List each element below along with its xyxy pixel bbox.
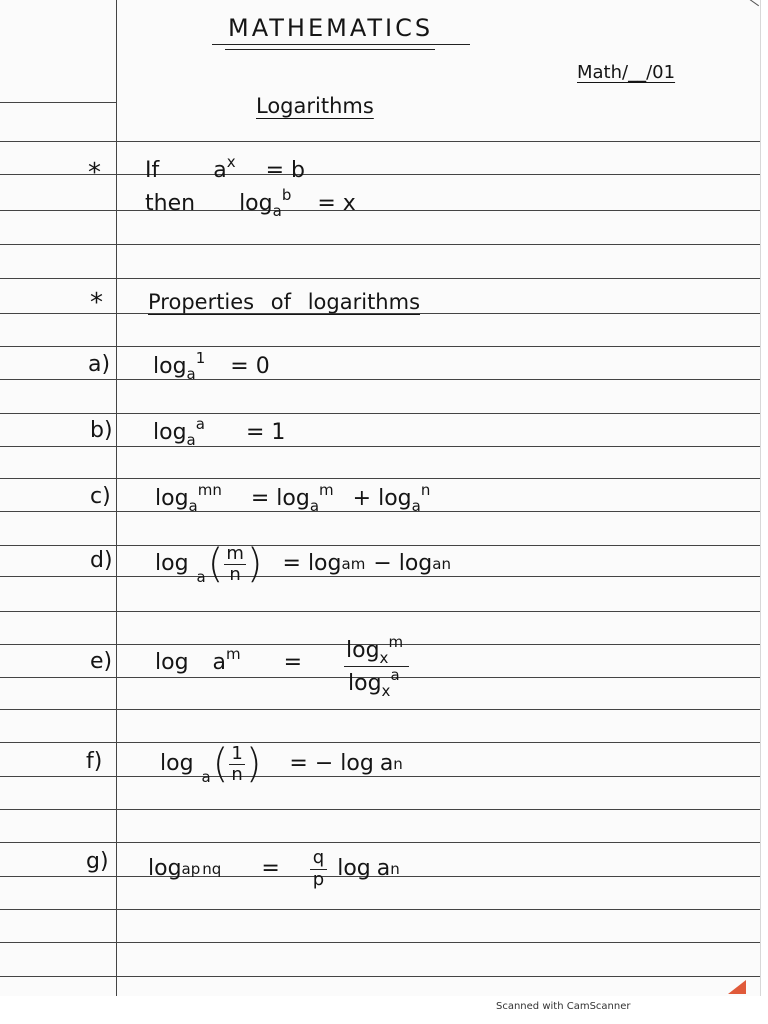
ruled-line bbox=[0, 511, 760, 512]
ruled-line bbox=[0, 278, 760, 279]
property-e-fraction bbox=[344, 633, 409, 700]
coefficient-fraction: $\frac{q}{p}$ bbox=[310, 848, 327, 890]
section-heading: Logarithms bbox=[256, 94, 374, 118]
ruled-line bbox=[0, 141, 760, 142]
log-base: a bbox=[272, 202, 282, 220]
property-d-formula: log a ( $\frac{m}{n}$ ) = log a m − log a n bbox=[155, 541, 451, 588]
property-c-formula: $\log_a^{mn} = \log_a^m + \log_a^n$ bbox=[155, 481, 431, 515]
ruled-line bbox=[0, 102, 116, 103]
ruled-line bbox=[0, 942, 760, 943]
ruled-line bbox=[0, 809, 760, 810]
ruled-line bbox=[0, 413, 760, 414]
then-label: then bbox=[145, 191, 196, 216]
exponent-x: x bbox=[226, 153, 236, 171]
equals-b: = b bbox=[265, 158, 306, 183]
ruled-line bbox=[0, 909, 760, 910]
property-e-lhs: $\log a^m$ = bbox=[155, 645, 303, 675]
fraction-m-over-n: ( $\frac{m}{n}$ ) bbox=[207, 541, 263, 588]
log-argument: b bbox=[281, 186, 292, 204]
property-f-formula: log a ( $\frac{1}{n}$ ) = − log a n bbox=[160, 741, 403, 788]
property-label: g) bbox=[86, 849, 109, 874]
property-label: a) bbox=[88, 352, 111, 377]
ruled-line bbox=[0, 709, 760, 710]
if-label: If bbox=[145, 158, 160, 183]
fraction-denominator: $\log_x^a$ bbox=[348, 666, 400, 700]
ruled-line bbox=[0, 742, 760, 743]
ruled-line bbox=[0, 611, 760, 612]
base-a: a bbox=[213, 158, 227, 183]
ruled-line bbox=[0, 174, 760, 175]
bullet-asterisk: * bbox=[90, 288, 103, 318]
fraction-numerator: $\log_x^m$ bbox=[344, 640, 409, 667]
fraction-1-over-n: ( $\frac{1}{n}$ ) bbox=[212, 741, 262, 788]
ruled-line bbox=[0, 478, 760, 479]
ruled-line bbox=[0, 842, 760, 843]
page-title: MATHEMATICS bbox=[228, 14, 434, 42]
definition-line-2 bbox=[145, 186, 356, 220]
property-label: f) bbox=[86, 749, 103, 774]
ruled-line bbox=[0, 244, 760, 245]
page-corner-mark bbox=[739, 0, 759, 18]
property-a-formula: $\log_a^1 = 0$ bbox=[153, 349, 270, 383]
property-label: d) bbox=[90, 548, 113, 573]
page-corner-fold bbox=[728, 980, 746, 994]
property-label: c) bbox=[90, 484, 111, 509]
ruled-line bbox=[0, 379, 760, 380]
property-label: e) bbox=[90, 649, 113, 674]
page-reference: Math/__/01 bbox=[577, 62, 676, 83]
ruled-line bbox=[0, 976, 760, 977]
property-b-formula: $\log_a^a = 1$ bbox=[153, 415, 286, 449]
title-underline bbox=[225, 49, 435, 50]
properties-heading: Properties of logarithms bbox=[148, 290, 421, 314]
ruled-line bbox=[0, 446, 760, 447]
bullet-asterisk: * bbox=[88, 158, 101, 188]
margin-line bbox=[116, 0, 117, 996]
log-text: log bbox=[239, 191, 273, 216]
ruled-line bbox=[0, 346, 760, 347]
property-label: b) bbox=[90, 418, 113, 443]
scanner-watermark: Scanned with CamScanner bbox=[496, 1001, 631, 1012]
title-underline bbox=[212, 44, 470, 45]
property-g-formula: log a p n q = $\frac{q}{p}$ log a n bbox=[148, 847, 400, 890]
ruled-line bbox=[0, 210, 760, 211]
definition-line-1 bbox=[145, 153, 306, 183]
equals-x: = x bbox=[317, 191, 356, 216]
